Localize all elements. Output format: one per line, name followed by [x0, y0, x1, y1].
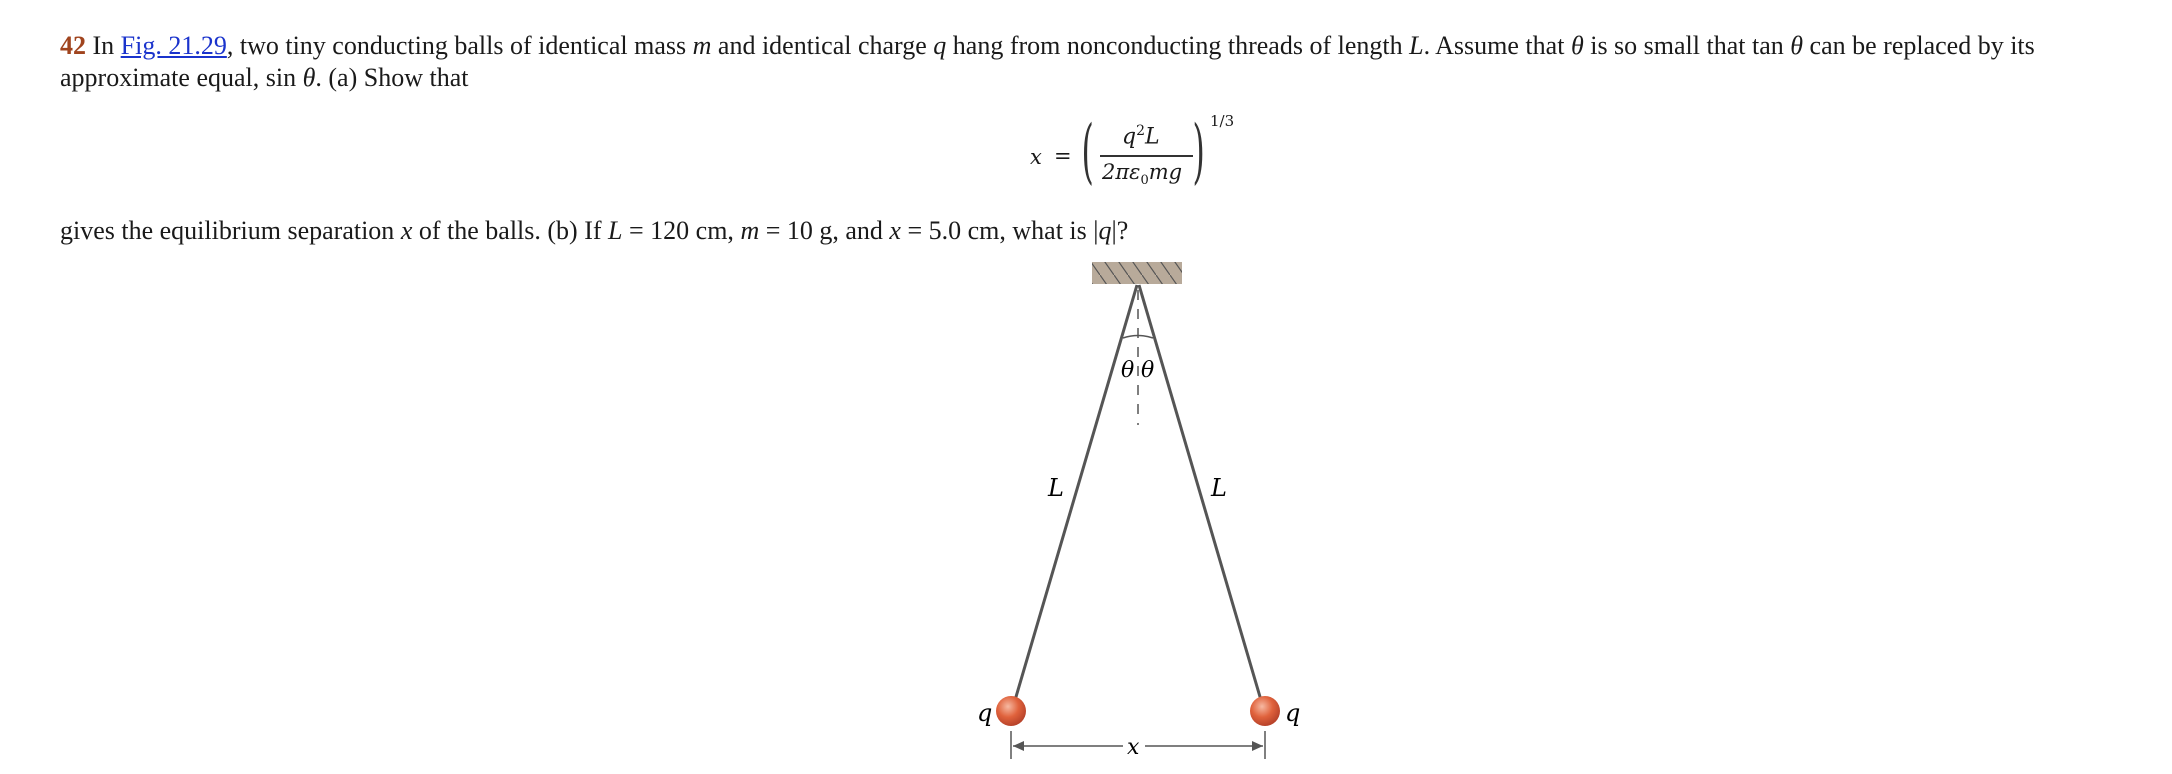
line2-e: = 5.0 cm, what is | [900, 216, 1099, 245]
var-m-2: m [740, 216, 760, 245]
ceiling-support [1092, 262, 1182, 284]
theta-right-label: θ [1141, 358, 1155, 383]
text-d: . Assume that [1423, 31, 1571, 60]
eq-denominator [1102, 160, 1182, 188]
line2-a: gives the equilibrium separation [60, 216, 401, 245]
text-g: . (a) Show that [315, 63, 469, 92]
var-L-2: L [608, 216, 623, 245]
equation [1030, 110, 1250, 198]
line2-b: of the balls. (b) If [412, 216, 609, 245]
theta-left-label: θ [1121, 358, 1135, 383]
x-arrow-right [1252, 741, 1263, 751]
var-q-2: q [1098, 216, 1112, 245]
L-right-label: L [1211, 474, 1227, 502]
eq-num-exp: 2 [1136, 123, 1146, 139]
text-f: can be replaced by its approximate equal, sin [60, 31, 2035, 92]
text-a: , two tiny conducting balls of identical mass [226, 31, 693, 60]
intro-text: In [92, 31, 115, 60]
var-m: m [692, 31, 712, 60]
eq-num-q: q [1122, 124, 1137, 150]
var-L: L [1409, 31, 1424, 60]
right-thread [1139, 285, 1263, 707]
figure-link[interactable]: Fig. 21.29 [120, 31, 227, 60]
line2-f: |? [1111, 216, 1129, 245]
x-label: x [1127, 735, 1140, 760]
var-theta-2: θ [1790, 31, 1804, 60]
text-e: is so small that tan [1583, 31, 1791, 60]
var-x-2: x [889, 216, 901, 245]
eq-left-paren: ( [1081, 110, 1094, 192]
eq-lhs: x [1030, 145, 1042, 169]
problem-continuation [60, 215, 1128, 247]
line2-c: = 120 cm, [622, 216, 741, 245]
problem-number: 42 [60, 31, 86, 60]
right-ball [1250, 696, 1280, 726]
eq-right-paren: ) [1192, 110, 1205, 192]
L-left-label: L [1048, 474, 1064, 502]
left-ball [996, 696, 1026, 726]
var-theta-3: θ [302, 63, 316, 92]
var-x: x [400, 216, 413, 245]
line2-d: = 10 g, and [759, 216, 890, 245]
var-q: q [933, 31, 947, 60]
eq-den-b: mg [1148, 160, 1183, 184]
var-theta-1: θ [1570, 31, 1584, 60]
left-thread [1013, 285, 1137, 707]
eq-den-a: 2πε [1102, 160, 1141, 184]
text-b: and identical charge [711, 31, 934, 60]
eq-den-sub: 0 [1140, 173, 1149, 189]
eq-equals: = [1054, 144, 1072, 168]
q-right-label: q [1285, 699, 1301, 727]
eq-numerator [1122, 123, 1160, 149]
eq-fraction-bar [1100, 155, 1193, 157]
text-c: hang from nonconducting threads of length [946, 31, 1410, 60]
eq-exponent: 1/3 [1210, 112, 1235, 130]
x-arrow-left [1013, 741, 1024, 751]
q-left-label: q [977, 699, 993, 727]
pendulum-figure [960, 255, 1340, 765]
eq-num-L: L [1145, 124, 1160, 150]
problem-statement [60, 30, 2120, 94]
